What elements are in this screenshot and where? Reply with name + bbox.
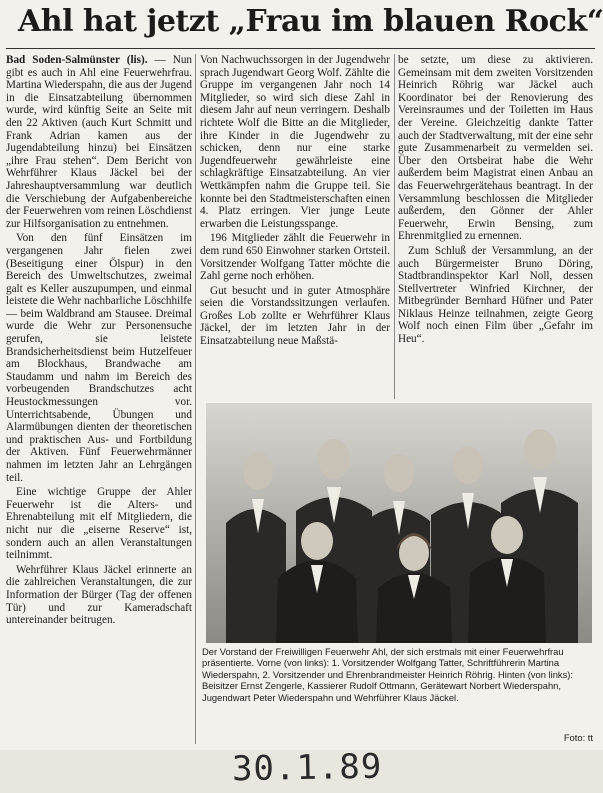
dateline: Bad Soden-Salmünster (lis). xyxy=(6,54,148,66)
photo-credit: Foto: tt xyxy=(563,732,593,743)
article-paragraph: Zum Schluß der Versammlung, an der auch Bürgermeister Bruno Döring, Stadtbrandinspektor Karl Noll, dessen Stellvertreter Winfried Kirchner, der Mitbegründer Bernhard Hüfner und Pater Niklaus Heinze teilnahmen, zeigte Georg Wolf noch einen Film über „Gefahr im Heu“. xyxy=(398,244,593,346)
article-paragraph: Eine wichtige Gruppe der Ahler Feuerwehr ist die Alters- und Ehrenabteilung mit elf Mitgliedern, die nicht nur die „eiserne Reserve“ ist, sondern auch an allen Veranstaltungen teilnimmt. xyxy=(6,486,192,562)
article-paragraph: Gut besucht und in guter Atmosphäre seien die Vorstandssitzungen verlaufen. Großes Lob zollte er Wehrführer Klaus Jäckel, der im letzten Jahr in der Einsatzabteilung neue Maßstä- xyxy=(200,284,390,348)
article-column-3 xyxy=(398,54,593,399)
article-paragraph: be setzte, um diese zu aktivieren. Gemeinsam mit dem zweiten Vorsitzenden Heinrich Röhrig war Jäckel auch Koordinator bei der Renovierung des Vereinsraumes und der Toiletten im Haus der Vereine. Gleichzeitig dankte Tatter auch der Stadtverwaltung, mit der eine sehr gute Zusammenarbeit zu vermelden sei. Über den Ortsbeirat habe die Wehr außerdem beim Magistrat einen Anbau an das Feuerwehrgerätehaus beantragt. In der Versammlung beschlossen die Mitglieder außerdem, den Gönner der Ahler Feuerwehr, Erwin Bensing, zum Ehrenmitglied zu ernennen. xyxy=(398,54,593,243)
article-paragraph: 196 Mitglieder zählt die Feuerwehr in dem rund 650 Einwohner starken Ortsteil. Vorsitzender Wolfgang Tatter möchte die Zahl gerne noch erhöhen. xyxy=(200,232,390,283)
group-photo xyxy=(206,403,592,643)
article-text: Nun gibt es auch in Ahl eine Feuerwehrfrau. Martina Wiederspahn, die aus der Jugend in die Einsatzabteilung übernommen wurde, wird künftig Seite an Seite mit den 22 Aktiven (auch Kurt Schmitt und Frank Adrian kamen aus der Jugendabteilung hinzu) bei Einsätzen „ihre Frau stehen“. Dem Bericht von Wehrführer Klaus Jäckel bei der Jahreshauptversammlung war deutlich die Verschiebung der Aufgabenbereiche der Feuerwehren vom reinen Löschdienst zur Hilfsorganisation zu entnehmen. xyxy=(6,54,192,230)
group-photo-image xyxy=(206,403,592,643)
headline-rule xyxy=(6,48,595,49)
column-divider xyxy=(394,54,395,399)
article-paragraph: Bad Soden-Salmünster (lis). — Nun gibt es auch in Ahl eine Feuerwehrfrau. Martina Wiederspahn, die aus der Jugend in die Einsatzabteilung übernommen wurde, wird künftig Seite an Seite mit den 22 Aktiven (auch Kurt Schmitt und Frank Adrian kamen aus der Jugendabteilung hinzu) bei Einsätzen „ihre Frau stehen“. Dem Bericht von Wehrführer Klaus Jäckel bei der Jahreshauptversammlung war deutlich die Verschiebung der Aufgabenbereiche der Feuerwehren vom reinen Löschdienst zur Hilfsorganisation zu entnehmen. xyxy=(6,54,192,230)
article-paragraph: Wehrführer Klaus Jäckel erinnerte an die zahlreichen Veranstaltungen, die zur Information der Bürger (Tag der offenen Tür) und zur Kameradschaft untereinander beitrugen. xyxy=(6,563,192,627)
article-paragraph: Von den fünf Einsätzen im vergangenen Jahr fielen zwei (Beseitigung einer Ölspur) in den Bereich des Umweltschutzes, zweimal galt es Keller auszupumpen, und einmal leistete die Wehr nachbarliche Löschhilfe — beim Waldbrand am Stausee. Dreimal wurde die Wehr zur Personensuche gerufen, sie leistete Brandsicherheitsdienst beim Hutzelfeuer am Blockhaus, Brandwache am Staudamm und nahm im Bereich des vorbeugenden Brandschutzes acht Heustockmessungen vor. Unterrichtsabende, Übungen und Alarmübungen dienten der theoretischen und praktischen Aus- und Fortbildung der Aktiven. Fünf Feuerwehrmänner nahmen im letzten Jahr an Lehrgängen teil. xyxy=(6,232,192,484)
article-paragraph: Von Nachwuchssorgen in der Jugendwehr sprach Jugendwart Georg Wolf. Zählte die Gruppe im vergangenen Jahr noch 14 Mitglieder, so wird sich diese Zahl in diesem Jahr auf neun verringern. Deshalb richtete Wolf die Bitte an die Mitglieder, ihre Kinder in die Jugendwehr zu schicken, denn nur eine starke Jugendfeuerwehr gewährleiste eine schlagkräftige Einsatzabteilung. An vier Wettkämpfen nahm die Gruppe teil. Sie konnte bei den Stadtmeisterschaften einen 4. Platz erringen. Vier junge Leute erwarben die Leistungsspange. xyxy=(200,54,390,230)
handwritten-date: 30.1.89 xyxy=(231,746,383,790)
article-column-1 xyxy=(6,54,192,744)
article-column-2 xyxy=(200,54,390,399)
photo-caption: Der Vorstand der Freiwilligen Feuerwehr Ahl, der sich erstmals mit einer Feuerwehrfrau präsentierte. Vorne (von links): 1. Vorsitzender Wolfgang Tatter, Schriftführerin Martina Wiederspahn, 2. Vorsitzender und Ehrenbrandmeister Heinrich Röhrig. Hinten (von links): Beisitzer Ernst Zengerle, Kassierer Rudolf Ottmann, Gerätewart Norbert Wiederspahn, Jugendwart Peter Wiederspahn und Wehrführer Klaus Jäckel. xyxy=(202,646,574,703)
headline: Ahl hat jetzt „Frau im blauen Rock“ xyxy=(18,4,603,39)
column-divider xyxy=(195,54,196,744)
